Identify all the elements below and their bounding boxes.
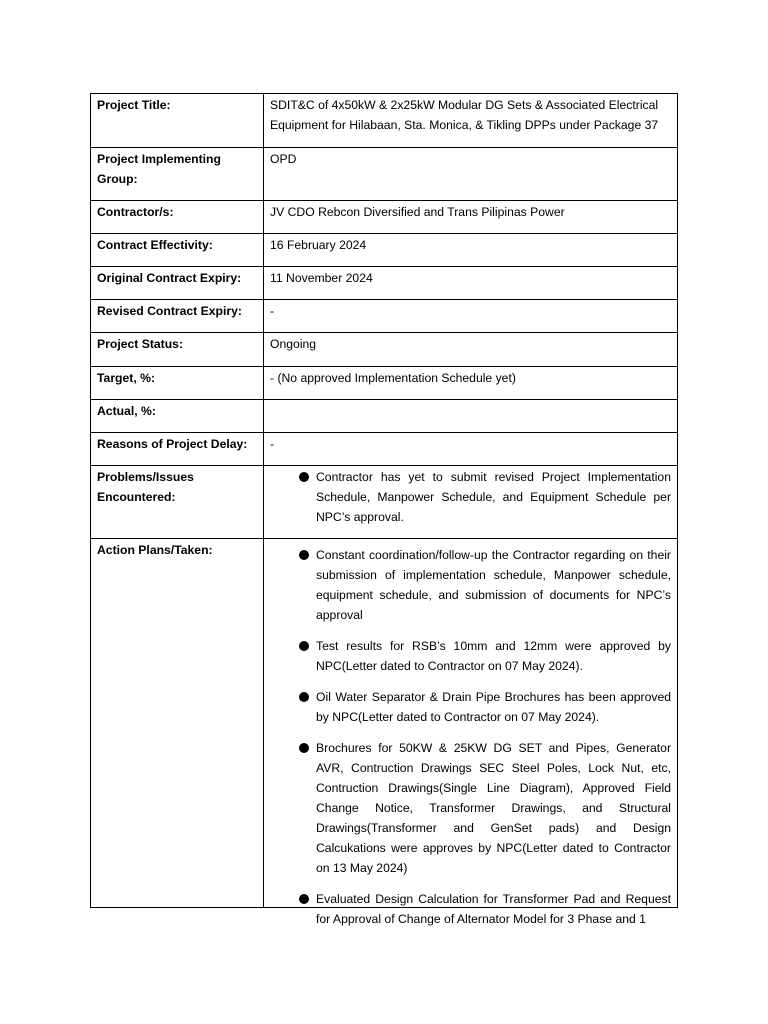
project-status-label (91, 333, 264, 367)
revised-expiry-value-text: - (270, 304, 275, 318)
table-row-action-plans (91, 539, 678, 908)
contractor-value-text: JV CDO Rebcon Diversified and Trans Pilipinas Power (270, 205, 565, 219)
action-plans-value (264, 539, 678, 926)
bullet-dot-icon (299, 894, 309, 904)
table-row-implementing-group (91, 148, 678, 201)
list-item (270, 636, 671, 676)
list-item-text: Evaluated Design Calculation for Transformer Pad and Request for Approval of Change of Alternator Model for 3 Phase and 1 (316, 892, 671, 926)
project-title-label-text: Project Title: (97, 98, 171, 112)
implementing-group-value (264, 148, 678, 201)
reasons-delay-label-text: Reasons of Project Delay: (97, 437, 248, 451)
contract-effectivity-label-text: Contract Effectivity: (97, 238, 213, 252)
action-plans-label-text: Action Plans/Taken: (97, 543, 213, 557)
contract-effectivity-label (91, 234, 264, 267)
list-item-text: Test results for RSB’s 10mm and 12mm were approved by NPC(Letter dated to Contractor on 07 May 2024). (316, 639, 671, 673)
problems-label (91, 466, 264, 539)
target-label-text: Target, %: (97, 371, 156, 385)
reasons-delay-value-text: - (270, 437, 275, 451)
revised-expiry-value (264, 300, 678, 333)
problems-value (264, 466, 678, 539)
target-label (91, 367, 264, 400)
project-status-value-text: Ongoing (270, 337, 317, 351)
implementing-group-value-text: OPD (270, 152, 297, 166)
project-report-table (90, 93, 678, 926)
actual-label-text: Actual, %: (97, 404, 156, 418)
table-row-project-title (91, 94, 678, 148)
problems-label-text: Problems/Issues Encountered: (97, 470, 194, 504)
actual-value (264, 400, 678, 433)
original-expiry-label-text: Original Contract Expiry: (97, 271, 242, 285)
list-item (270, 545, 671, 625)
project-title-value-text: SDIT&C of 4x50kW & 2x25kW Modular DG Sets & Associated Electrical Equipment for Hilabaan, Sta. Monica, & Tikling DPPs under Package 37 (270, 98, 659, 132)
list-item (270, 889, 671, 929)
contractor-label (91, 201, 264, 234)
original-expiry-label (91, 267, 264, 300)
contract-effectivity-value (264, 234, 678, 267)
action-plans-label (91, 539, 264, 908)
revised-expiry-label (91, 300, 264, 333)
bullet-dot-icon (299, 641, 309, 651)
action-plans-clip (270, 539, 671, 926)
list-item-text: Brochures for 50KW & 25KW DG SET and Pipes, Generator AVR, Contruction Drawings SEC Steel Poles, Lock Nut, etc, Contruction Drawings(Single Line Diagram), Approved Field Change Notice, Transformer Drawings, and Structural Drawings(Transformer and GenSet pads) and Design Calcukations were approves by NPC(Letter dated to Contractor on 13 May 2024) (316, 741, 671, 875)
original-expiry-value-text: 11 November 2024 (270, 271, 373, 285)
revised-expiry-label-text: Revised Contract Expiry: (97, 304, 242, 318)
problems-list (270, 466, 671, 527)
contractor-label-text: Contractor/s: (97, 205, 174, 219)
table-row-actual (91, 400, 678, 433)
project-status-value (264, 333, 678, 367)
bullet-dot-icon (299, 692, 309, 702)
table-row-reasons-delay (91, 433, 678, 466)
table-row-revised-expiry (91, 300, 678, 333)
reasons-delay-label (91, 433, 264, 466)
list-item (270, 467, 671, 527)
bullet-dot-icon (299, 743, 309, 753)
list-item (270, 687, 671, 727)
target-value (264, 367, 678, 400)
original-expiry-value (264, 267, 678, 300)
project-title-label (91, 94, 264, 148)
target-value-text: - (No approved Implementation Schedule yet) (270, 371, 516, 385)
list-item-text: Constant coordination/follow-up the Contractor regarding on their submission of implementation schedule, Manpower schedule, equipment schedule, and submission of documents for NPC’s approval (316, 548, 671, 622)
table-row-problems (91, 466, 678, 539)
list-item-text: Oil Water Separator & Drain Pipe Brochures has been approved by NPC(Letter dated to Contractor on 07 May 2024). (316, 690, 671, 724)
actual-label (91, 400, 264, 433)
implementing-group-label-text: Project Implementing Group: (97, 152, 221, 186)
bullet-dot-icon (299, 472, 309, 482)
list-item (270, 738, 671, 878)
table-row-contractor (91, 201, 678, 234)
table-row-target (91, 367, 678, 400)
reasons-delay-value (264, 433, 678, 466)
table-row-original-expiry (91, 267, 678, 300)
contract-effectivity-value-text: 16 February 2024 (270, 238, 367, 252)
actual-value-text (270, 400, 671, 401)
contractor-value (264, 201, 678, 234)
list-item-text: Contractor has yet to submit revised Project Implementation Schedule, Manpower Schedule, and Equipment Schedule per NPC’s approval. (316, 470, 671, 524)
bullet-dot-icon (299, 550, 309, 560)
action-plans-list (270, 539, 671, 929)
implementing-group-label (91, 148, 264, 201)
project-status-label-text: Project Status: (97, 337, 184, 351)
project-title-value (264, 94, 678, 148)
table-row-contract-effectivity (91, 234, 678, 267)
table-row-project-status (91, 333, 678, 367)
